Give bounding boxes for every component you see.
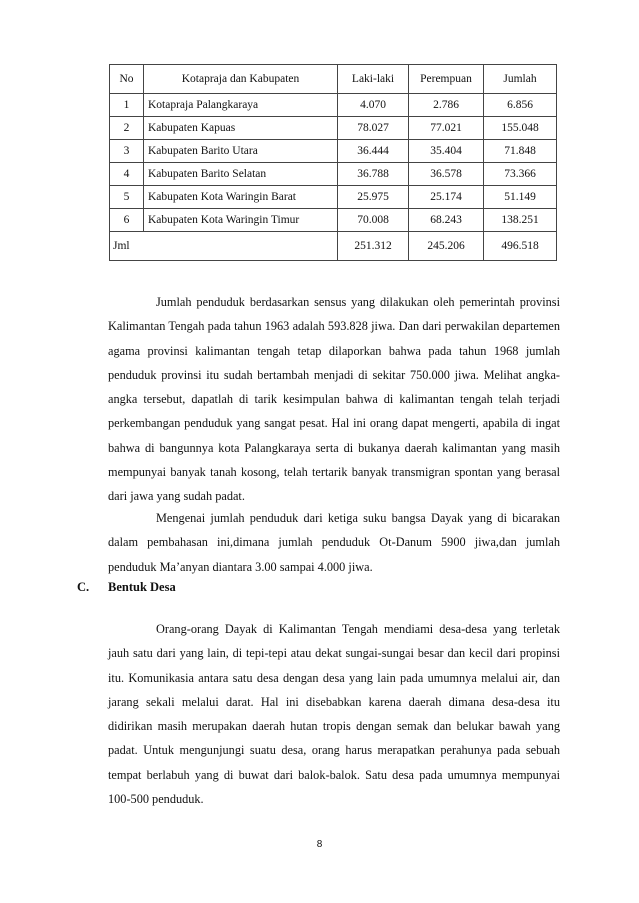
table-total-row <box>110 232 557 261</box>
header-region: Kotapraja dan Kabupaten <box>144 65 338 94</box>
row-total: 6.856 <box>484 94 557 117</box>
population-table <box>109 64 557 261</box>
total-female: 245.206 <box>409 232 484 261</box>
row-male: 25.975 <box>338 186 409 209</box>
row-region: Kabupaten Barito Utara <box>144 140 338 163</box>
row-male: 4.070 <box>338 94 409 117</box>
row-male: 78.027 <box>338 117 409 140</box>
header-male: Laki-laki <box>338 65 409 94</box>
page-number: 8 <box>316 839 323 850</box>
row-total: 51.149 <box>484 186 557 209</box>
table-row <box>110 186 557 209</box>
header-no: No <box>110 65 144 94</box>
row-region: Kabupaten Barito Selatan <box>144 163 338 186</box>
header-total: Jumlah <box>484 65 557 94</box>
row-total: 71.848 <box>484 140 557 163</box>
table-row <box>110 163 557 186</box>
row-no: 2 <box>110 117 144 140</box>
total-label: Jml <box>110 232 338 261</box>
table-row <box>110 140 557 163</box>
paragraph-text: Orang-orang Dayak di Kalimantan Tengah mendiami desa-desa yang terletak jauh satu dari yang lain, di tepi-tepi atau dekat sungai-sungai besar dan kecil dari propinsi itu. Komunikasia antara satu desa dengan desa yang lain pada umumnya melalui air, dan jarang sekali melalui darat. Hal ini disebabkan karena daerah dimana desa-desa itu didirikan masih merupakan daerah hutan tropis dengan semak dan belukar bawah yang padat. Untuk mengunjungi suatu desa, orang harus merapatkan perahunya pada sebuah tempat berlabuh yang di buwat dari balok-balok. Satu desa pada umumnya mempunyai 100-500 penduduk. <box>108 622 560 807</box>
paragraph-village <box>108 617 560 811</box>
row-female: 2.786 <box>409 94 484 117</box>
row-no: 6 <box>110 209 144 232</box>
paragraph-text: Mengenai jumlah penduduk dari ketiga suku bangsa Dayak yang di bicarakan dalam pembahasan ini,dimana jumlah penduduk Ot-Danum 5900 jiwa,dan jumlah penduduk Ma’anyan diantara 3.00 sampai 4.000 jiwa. <box>108 511 560 574</box>
paragraph-population <box>108 290 560 509</box>
table-row <box>110 94 557 117</box>
header-female: Perempuan <box>409 65 484 94</box>
row-region: Kotapraja Palangkaraya <box>144 94 338 117</box>
row-male: 36.788 <box>338 163 409 186</box>
row-region: Kabupaten Kapuas <box>144 117 338 140</box>
row-total: 73.366 <box>484 163 557 186</box>
row-total: 138.251 <box>484 209 557 232</box>
paragraph-tribes <box>108 506 560 579</box>
section-title: Bentuk Desa <box>108 580 176 594</box>
table-header-row <box>110 65 557 94</box>
row-no: 1 <box>110 94 144 117</box>
row-male: 70.008 <box>338 209 409 232</box>
paragraph-text: Jumlah penduduk berdasarkan sensus yang dilakukan oleh pemerintah provinsi Kalimantan Tengah pada tahun 1963 adalah 593.828 jiwa. Dan dari perwakilan departemen agama provinsi kalimantan tengah tetap dilaporkan bahwa pada tahun 1968 jumlah penduduk provinsi itu sudah bertambah menjadi di sekitar 750.000 jiwa. Melihat angka-angka tersebut, dapatlah di tarik kesimpulan bahwa di kalimantan tengah telah terjadi perkembangan penduduk yang sangat pesat. Hal ini orang dapat mengerti, apabila di ingat bahwa di bangunnya kota Palangkaraya serta di bukanya daerah kalimantan yang masih mempunyai banyak tanah kosong, telah tertarik banyak transmigran spontan yang berasal dari jawa yang sudah padat. <box>108 295 560 504</box>
row-total: 155.048 <box>484 117 557 140</box>
row-female: 77.021 <box>409 117 484 140</box>
row-no: 4 <box>110 163 144 186</box>
row-female: 68.243 <box>409 209 484 232</box>
row-female: 36.578 <box>409 163 484 186</box>
section-letter: C. <box>77 580 90 594</box>
row-region: Kabupaten Kota Waringin Timur <box>144 209 338 232</box>
row-no: 5 <box>110 186 144 209</box>
total-sum: 496.518 <box>484 232 557 261</box>
row-region: Kabupaten Kota Waringin Barat <box>144 186 338 209</box>
table-row <box>110 209 557 232</box>
table-row <box>110 117 557 140</box>
row-male: 36.444 <box>338 140 409 163</box>
row-female: 35.404 <box>409 140 484 163</box>
row-no: 3 <box>110 140 144 163</box>
row-female: 25.174 <box>409 186 484 209</box>
total-male: 251.312 <box>338 232 409 261</box>
